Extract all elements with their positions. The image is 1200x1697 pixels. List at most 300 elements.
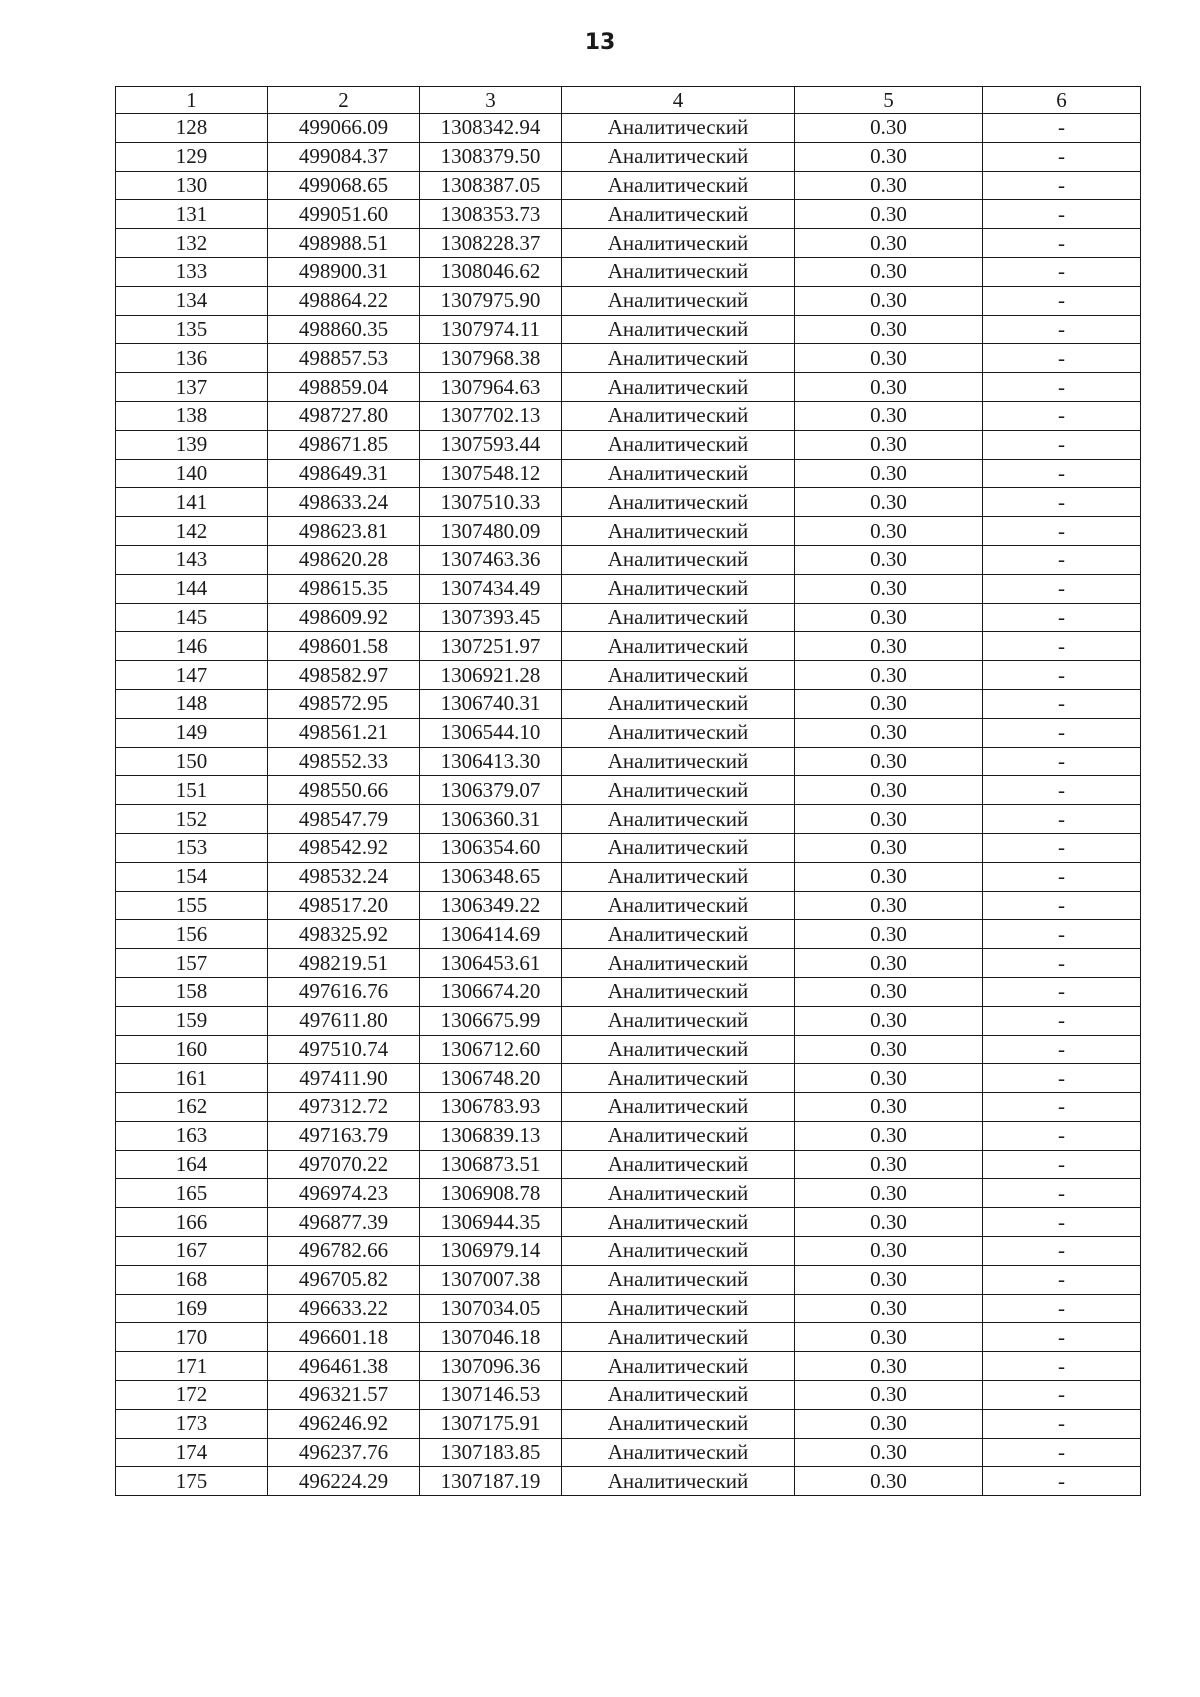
note-cell: - bbox=[983, 1467, 1141, 1496]
x-coordinate-cell: 498615.35 bbox=[268, 574, 420, 603]
accuracy-cell: 0.30 bbox=[795, 689, 983, 718]
y-coordinate-cell: 1306413.30 bbox=[420, 747, 562, 776]
point-number-cell: 156 bbox=[116, 920, 268, 949]
note-cell: - bbox=[983, 1035, 1141, 1064]
accuracy-cell: 0.30 bbox=[795, 1179, 983, 1208]
table-row bbox=[116, 1179, 1141, 1208]
x-coordinate-cell: 496601.18 bbox=[268, 1323, 420, 1352]
x-coordinate-cell: 498649.31 bbox=[268, 459, 420, 488]
point-number-cell: 168 bbox=[116, 1265, 268, 1294]
method-cell: Аналитический bbox=[562, 545, 795, 574]
point-number-cell: 142 bbox=[116, 517, 268, 546]
note-cell: - bbox=[983, 315, 1141, 344]
method-cell: Аналитический bbox=[562, 1381, 795, 1410]
note-cell: - bbox=[983, 1323, 1141, 1352]
x-coordinate-cell: 498609.92 bbox=[268, 603, 420, 632]
x-coordinate-cell: 498542.92 bbox=[268, 833, 420, 862]
y-coordinate-cell: 1307480.09 bbox=[420, 517, 562, 546]
point-number-cell: 143 bbox=[116, 545, 268, 574]
method-cell: Аналитический bbox=[562, 1265, 795, 1294]
table-row bbox=[116, 1208, 1141, 1237]
x-coordinate-cell: 496321.57 bbox=[268, 1381, 420, 1410]
point-number-cell: 138 bbox=[116, 401, 268, 430]
x-coordinate-cell: 497510.74 bbox=[268, 1035, 420, 1064]
table-row bbox=[116, 574, 1141, 603]
point-number-cell: 171 bbox=[116, 1352, 268, 1381]
y-coordinate-cell: 1307007.38 bbox=[420, 1265, 562, 1294]
accuracy-cell: 0.30 bbox=[795, 603, 983, 632]
note-cell: - bbox=[983, 747, 1141, 776]
note-cell: - bbox=[983, 1294, 1141, 1323]
accuracy-cell: 0.30 bbox=[795, 517, 983, 546]
accuracy-cell: 0.30 bbox=[795, 171, 983, 200]
table-row bbox=[116, 1352, 1141, 1381]
point-number-cell: 172 bbox=[116, 1381, 268, 1410]
accuracy-cell: 0.30 bbox=[795, 286, 983, 315]
x-coordinate-cell: 496782.66 bbox=[268, 1237, 420, 1266]
accuracy-cell: 0.30 bbox=[795, 430, 983, 459]
table-row bbox=[116, 545, 1141, 574]
method-cell: Аналитический bbox=[562, 1208, 795, 1237]
y-coordinate-cell: 1307964.63 bbox=[420, 373, 562, 402]
y-coordinate-cell: 1307548.12 bbox=[420, 459, 562, 488]
y-coordinate-cell: 1307034.05 bbox=[420, 1294, 562, 1323]
accuracy-cell: 0.30 bbox=[795, 401, 983, 430]
table-row bbox=[116, 747, 1141, 776]
note-cell: - bbox=[983, 776, 1141, 805]
table-row bbox=[116, 1035, 1141, 1064]
method-cell: Аналитический bbox=[562, 459, 795, 488]
y-coordinate-cell: 1306979.14 bbox=[420, 1237, 562, 1266]
y-coordinate-cell: 1306712.60 bbox=[420, 1035, 562, 1064]
y-coordinate-cell: 1306348.65 bbox=[420, 862, 562, 891]
method-cell: Аналитический bbox=[562, 1409, 795, 1438]
method-cell: Аналитический bbox=[562, 1323, 795, 1352]
table-row bbox=[116, 1150, 1141, 1179]
accuracy-cell: 0.30 bbox=[795, 632, 983, 661]
accuracy-cell: 0.30 bbox=[795, 1265, 983, 1294]
note-cell: - bbox=[983, 1381, 1141, 1410]
point-number-cell: 160 bbox=[116, 1035, 268, 1064]
note-cell: - bbox=[983, 517, 1141, 546]
method-cell: Аналитический bbox=[562, 1093, 795, 1122]
y-coordinate-cell: 1307175.91 bbox=[420, 1409, 562, 1438]
method-cell: Аналитический bbox=[562, 603, 795, 632]
note-cell: - bbox=[983, 632, 1141, 661]
y-coordinate-cell: 1306908.78 bbox=[420, 1179, 562, 1208]
accuracy-cell: 0.30 bbox=[795, 1381, 983, 1410]
y-coordinate-cell: 1307463.36 bbox=[420, 545, 562, 574]
method-cell: Аналитический bbox=[562, 373, 795, 402]
y-coordinate-cell: 1307146.53 bbox=[420, 1381, 562, 1410]
point-number-cell: 149 bbox=[116, 718, 268, 747]
note-cell: - bbox=[983, 545, 1141, 574]
table-row bbox=[116, 344, 1141, 373]
point-number-cell: 153 bbox=[116, 833, 268, 862]
accuracy-cell: 0.30 bbox=[795, 1294, 983, 1323]
method-cell: Аналитический bbox=[562, 776, 795, 805]
y-coordinate-cell: 1307393.45 bbox=[420, 603, 562, 632]
point-number-cell: 141 bbox=[116, 488, 268, 517]
x-coordinate-cell: 498517.20 bbox=[268, 891, 420, 920]
method-cell: Аналитический bbox=[562, 833, 795, 862]
point-number-cell: 170 bbox=[116, 1323, 268, 1352]
point-number-cell: 174 bbox=[116, 1438, 268, 1467]
x-coordinate-cell: 496705.82 bbox=[268, 1265, 420, 1294]
method-cell: Аналитический bbox=[562, 949, 795, 978]
method-cell: Аналитический bbox=[562, 1179, 795, 1208]
table-row bbox=[116, 401, 1141, 430]
accuracy-cell: 0.30 bbox=[795, 373, 983, 402]
point-number-cell: 166 bbox=[116, 1208, 268, 1237]
method-cell: Аналитический bbox=[562, 977, 795, 1006]
x-coordinate-cell: 499066.09 bbox=[268, 114, 420, 143]
method-cell: Аналитический bbox=[562, 1467, 795, 1496]
method-cell: Аналитический bbox=[562, 142, 795, 171]
note-cell: - bbox=[983, 430, 1141, 459]
table-row bbox=[116, 776, 1141, 805]
point-number-cell: 157 bbox=[116, 949, 268, 978]
table-row bbox=[116, 200, 1141, 229]
note-cell: - bbox=[983, 171, 1141, 200]
point-number-cell: 131 bbox=[116, 200, 268, 229]
method-cell: Аналитический bbox=[562, 114, 795, 143]
x-coordinate-cell: 498601.58 bbox=[268, 632, 420, 661]
x-coordinate-cell: 498561.21 bbox=[268, 718, 420, 747]
x-coordinate-cell: 498623.81 bbox=[268, 517, 420, 546]
point-number-cell: 152 bbox=[116, 805, 268, 834]
note-cell: - bbox=[983, 229, 1141, 258]
point-number-cell: 167 bbox=[116, 1237, 268, 1266]
x-coordinate-cell: 497611.80 bbox=[268, 1006, 420, 1035]
method-cell: Аналитический bbox=[562, 229, 795, 258]
point-number-cell: 128 bbox=[116, 114, 268, 143]
y-coordinate-cell: 1308342.94 bbox=[420, 114, 562, 143]
method-cell: Аналитический bbox=[562, 200, 795, 229]
method-cell: Аналитический bbox=[562, 344, 795, 373]
note-cell: - bbox=[983, 200, 1141, 229]
y-coordinate-cell: 1306740.31 bbox=[420, 689, 562, 718]
method-cell: Аналитический bbox=[562, 689, 795, 718]
accuracy-cell: 0.30 bbox=[795, 862, 983, 891]
table-row bbox=[116, 286, 1141, 315]
note-cell: - bbox=[983, 1179, 1141, 1208]
note-cell: - bbox=[983, 689, 1141, 718]
note-cell: - bbox=[983, 373, 1141, 402]
note-cell: - bbox=[983, 949, 1141, 978]
note-cell: - bbox=[983, 833, 1141, 862]
table-row bbox=[116, 257, 1141, 286]
x-coordinate-cell: 497616.76 bbox=[268, 977, 420, 1006]
method-cell: Аналитический bbox=[562, 805, 795, 834]
accuracy-cell: 0.30 bbox=[795, 200, 983, 229]
table-row bbox=[116, 632, 1141, 661]
column-header: 3 bbox=[420, 87, 562, 114]
column-header: 2 bbox=[268, 87, 420, 114]
point-number-cell: 130 bbox=[116, 171, 268, 200]
point-number-cell: 155 bbox=[116, 891, 268, 920]
table-row bbox=[116, 430, 1141, 459]
note-cell: - bbox=[983, 286, 1141, 315]
note-cell: - bbox=[983, 603, 1141, 632]
y-coordinate-cell: 1306360.31 bbox=[420, 805, 562, 834]
accuracy-cell: 0.30 bbox=[795, 459, 983, 488]
y-coordinate-cell: 1307046.18 bbox=[420, 1323, 562, 1352]
accuracy-cell: 0.30 bbox=[795, 1006, 983, 1035]
method-cell: Аналитический bbox=[562, 401, 795, 430]
point-number-cell: 129 bbox=[116, 142, 268, 171]
y-coordinate-cell: 1308228.37 bbox=[420, 229, 562, 258]
point-number-cell: 162 bbox=[116, 1093, 268, 1122]
table-body bbox=[116, 87, 1141, 1496]
accuracy-cell: 0.30 bbox=[795, 114, 983, 143]
column-header: 6 bbox=[983, 87, 1141, 114]
table-row bbox=[116, 718, 1141, 747]
y-coordinate-cell: 1307183.85 bbox=[420, 1438, 562, 1467]
accuracy-cell: 0.30 bbox=[795, 142, 983, 171]
accuracy-cell: 0.30 bbox=[795, 1237, 983, 1266]
y-coordinate-cell: 1308046.62 bbox=[420, 257, 562, 286]
accuracy-cell: 0.30 bbox=[795, 1323, 983, 1352]
table-row bbox=[116, 1093, 1141, 1122]
table-row bbox=[116, 1265, 1141, 1294]
note-cell: - bbox=[983, 1006, 1141, 1035]
accuracy-cell: 0.30 bbox=[795, 545, 983, 574]
point-number-cell: 154 bbox=[116, 862, 268, 891]
x-coordinate-cell: 496237.76 bbox=[268, 1438, 420, 1467]
point-number-cell: 163 bbox=[116, 1121, 268, 1150]
accuracy-cell: 0.30 bbox=[795, 718, 983, 747]
method-cell: Аналитический bbox=[562, 1237, 795, 1266]
x-coordinate-cell: 497070.22 bbox=[268, 1150, 420, 1179]
x-coordinate-cell: 498547.79 bbox=[268, 805, 420, 834]
accuracy-cell: 0.30 bbox=[795, 229, 983, 258]
note-cell: - bbox=[983, 114, 1141, 143]
column-header: 5 bbox=[795, 87, 983, 114]
table-row bbox=[116, 920, 1141, 949]
table-row bbox=[116, 1064, 1141, 1093]
method-cell: Аналитический bbox=[562, 891, 795, 920]
table-row bbox=[116, 114, 1141, 143]
note-cell: - bbox=[983, 661, 1141, 690]
y-coordinate-cell: 1307593.44 bbox=[420, 430, 562, 459]
note-cell: - bbox=[983, 459, 1141, 488]
note-cell: - bbox=[983, 488, 1141, 517]
accuracy-cell: 0.30 bbox=[795, 891, 983, 920]
column-header: 1 bbox=[116, 87, 268, 114]
table-row bbox=[116, 977, 1141, 1006]
y-coordinate-cell: 1307187.19 bbox=[420, 1467, 562, 1496]
x-coordinate-cell: 499084.37 bbox=[268, 142, 420, 171]
accuracy-cell: 0.30 bbox=[795, 920, 983, 949]
table-row bbox=[116, 171, 1141, 200]
x-coordinate-cell: 498727.80 bbox=[268, 401, 420, 430]
page-number: 13 bbox=[584, 30, 616, 55]
x-coordinate-cell: 498532.24 bbox=[268, 862, 420, 891]
note-cell: - bbox=[983, 891, 1141, 920]
accuracy-cell: 0.30 bbox=[795, 1064, 983, 1093]
x-coordinate-cell: 498582.97 bbox=[268, 661, 420, 690]
point-number-cell: 148 bbox=[116, 689, 268, 718]
table-row bbox=[116, 949, 1141, 978]
y-coordinate-cell: 1306379.07 bbox=[420, 776, 562, 805]
coordinates-table bbox=[115, 86, 1141, 1496]
method-cell: Аналитический bbox=[562, 286, 795, 315]
accuracy-cell: 0.30 bbox=[795, 1121, 983, 1150]
point-number-cell: 151 bbox=[116, 776, 268, 805]
accuracy-cell: 0.30 bbox=[795, 1467, 983, 1496]
y-coordinate-cell: 1306453.61 bbox=[420, 949, 562, 978]
x-coordinate-cell: 498671.85 bbox=[268, 430, 420, 459]
x-coordinate-cell: 498988.51 bbox=[268, 229, 420, 258]
x-coordinate-cell: 498860.35 bbox=[268, 315, 420, 344]
method-cell: Аналитический bbox=[562, 718, 795, 747]
accuracy-cell: 0.30 bbox=[795, 747, 983, 776]
method-cell: Аналитический bbox=[562, 257, 795, 286]
x-coordinate-cell: 496974.23 bbox=[268, 1179, 420, 1208]
method-cell: Аналитический bbox=[562, 920, 795, 949]
table-row bbox=[116, 661, 1141, 690]
note-cell: - bbox=[983, 1438, 1141, 1467]
table-row bbox=[116, 603, 1141, 632]
y-coordinate-cell: 1308379.50 bbox=[420, 142, 562, 171]
table-row bbox=[116, 833, 1141, 862]
accuracy-cell: 0.30 bbox=[795, 488, 983, 517]
point-number-cell: 175 bbox=[116, 1467, 268, 1496]
table-row bbox=[116, 1467, 1141, 1496]
x-coordinate-cell: 498550.66 bbox=[268, 776, 420, 805]
x-coordinate-cell: 497312.72 bbox=[268, 1093, 420, 1122]
note-cell: - bbox=[983, 1265, 1141, 1294]
y-coordinate-cell: 1308387.05 bbox=[420, 171, 562, 200]
table-row bbox=[116, 1006, 1141, 1035]
note-cell: - bbox=[983, 1208, 1141, 1237]
point-number-cell: 135 bbox=[116, 315, 268, 344]
note-cell: - bbox=[983, 862, 1141, 891]
table-row bbox=[116, 517, 1141, 546]
accuracy-cell: 0.30 bbox=[795, 1352, 983, 1381]
table-row bbox=[116, 315, 1141, 344]
point-number-cell: 140 bbox=[116, 459, 268, 488]
accuracy-cell: 0.30 bbox=[795, 1409, 983, 1438]
point-number-cell: 136 bbox=[116, 344, 268, 373]
x-coordinate-cell: 498633.24 bbox=[268, 488, 420, 517]
point-number-cell: 144 bbox=[116, 574, 268, 603]
x-coordinate-cell: 498620.28 bbox=[268, 545, 420, 574]
point-number-cell: 159 bbox=[116, 1006, 268, 1035]
y-coordinate-cell: 1306354.60 bbox=[420, 833, 562, 862]
x-coordinate-cell: 498859.04 bbox=[268, 373, 420, 402]
note-cell: - bbox=[983, 1064, 1141, 1093]
y-coordinate-cell: 1307434.49 bbox=[420, 574, 562, 603]
x-coordinate-cell: 496633.22 bbox=[268, 1294, 420, 1323]
accuracy-cell: 0.30 bbox=[795, 949, 983, 978]
table-row bbox=[116, 1409, 1141, 1438]
method-cell: Аналитический bbox=[562, 171, 795, 200]
point-number-cell: 146 bbox=[116, 632, 268, 661]
y-coordinate-cell: 1307251.97 bbox=[420, 632, 562, 661]
point-number-cell: 161 bbox=[116, 1064, 268, 1093]
accuracy-cell: 0.30 bbox=[795, 574, 983, 603]
y-coordinate-cell: 1306783.93 bbox=[420, 1093, 562, 1122]
table-header-row bbox=[116, 87, 1141, 114]
table-row bbox=[116, 1438, 1141, 1467]
point-number-cell: 132 bbox=[116, 229, 268, 258]
point-number-cell: 150 bbox=[116, 747, 268, 776]
method-cell: Аналитический bbox=[562, 747, 795, 776]
x-coordinate-cell: 496246.92 bbox=[268, 1409, 420, 1438]
table-row bbox=[116, 1294, 1141, 1323]
table-row bbox=[116, 689, 1141, 718]
y-coordinate-cell: 1306674.20 bbox=[420, 977, 562, 1006]
table-row bbox=[116, 142, 1141, 171]
y-coordinate-cell: 1306748.20 bbox=[420, 1064, 562, 1093]
accuracy-cell: 0.30 bbox=[795, 977, 983, 1006]
point-number-cell: 173 bbox=[116, 1409, 268, 1438]
x-coordinate-cell: 496224.29 bbox=[268, 1467, 420, 1496]
note-cell: - bbox=[983, 574, 1141, 603]
accuracy-cell: 0.30 bbox=[795, 1035, 983, 1064]
y-coordinate-cell: 1306944.35 bbox=[420, 1208, 562, 1237]
x-coordinate-cell: 498900.31 bbox=[268, 257, 420, 286]
note-cell: - bbox=[983, 344, 1141, 373]
method-cell: Аналитический bbox=[562, 1035, 795, 1064]
column-header: 4 bbox=[562, 87, 795, 114]
accuracy-cell: 0.30 bbox=[795, 805, 983, 834]
method-cell: Аналитический bbox=[562, 430, 795, 459]
y-coordinate-cell: 1306921.28 bbox=[420, 661, 562, 690]
y-coordinate-cell: 1307975.90 bbox=[420, 286, 562, 315]
point-number-cell: 137 bbox=[116, 373, 268, 402]
table-row bbox=[116, 229, 1141, 258]
point-number-cell: 164 bbox=[116, 1150, 268, 1179]
point-number-cell: 158 bbox=[116, 977, 268, 1006]
note-cell: - bbox=[983, 1121, 1141, 1150]
table-row bbox=[116, 891, 1141, 920]
note-cell: - bbox=[983, 805, 1141, 834]
method-cell: Аналитический bbox=[562, 1352, 795, 1381]
point-number-cell: 147 bbox=[116, 661, 268, 690]
accuracy-cell: 0.30 bbox=[795, 776, 983, 805]
y-coordinate-cell: 1307510.33 bbox=[420, 488, 562, 517]
y-coordinate-cell: 1306414.69 bbox=[420, 920, 562, 949]
y-coordinate-cell: 1307968.38 bbox=[420, 344, 562, 373]
method-cell: Аналитический bbox=[562, 574, 795, 603]
method-cell: Аналитический bbox=[562, 1064, 795, 1093]
x-coordinate-cell: 499051.60 bbox=[268, 200, 420, 229]
method-cell: Аналитический bbox=[562, 632, 795, 661]
note-cell: - bbox=[983, 1237, 1141, 1266]
point-number-cell: 134 bbox=[116, 286, 268, 315]
note-cell: - bbox=[983, 718, 1141, 747]
x-coordinate-cell: 499068.65 bbox=[268, 171, 420, 200]
note-cell: - bbox=[983, 1409, 1141, 1438]
x-coordinate-cell: 498572.95 bbox=[268, 689, 420, 718]
table-row bbox=[116, 459, 1141, 488]
point-number-cell: 145 bbox=[116, 603, 268, 632]
accuracy-cell: 0.30 bbox=[795, 1208, 983, 1237]
y-coordinate-cell: 1307974.11 bbox=[420, 315, 562, 344]
note-cell: - bbox=[983, 977, 1141, 1006]
y-coordinate-cell: 1308353.73 bbox=[420, 200, 562, 229]
method-cell: Аналитический bbox=[562, 517, 795, 546]
method-cell: Аналитический bbox=[562, 862, 795, 891]
x-coordinate-cell: 498219.51 bbox=[268, 949, 420, 978]
y-coordinate-cell: 1307702.13 bbox=[420, 401, 562, 430]
y-coordinate-cell: 1306544.10 bbox=[420, 718, 562, 747]
y-coordinate-cell: 1306873.51 bbox=[420, 1150, 562, 1179]
table-row bbox=[116, 862, 1141, 891]
